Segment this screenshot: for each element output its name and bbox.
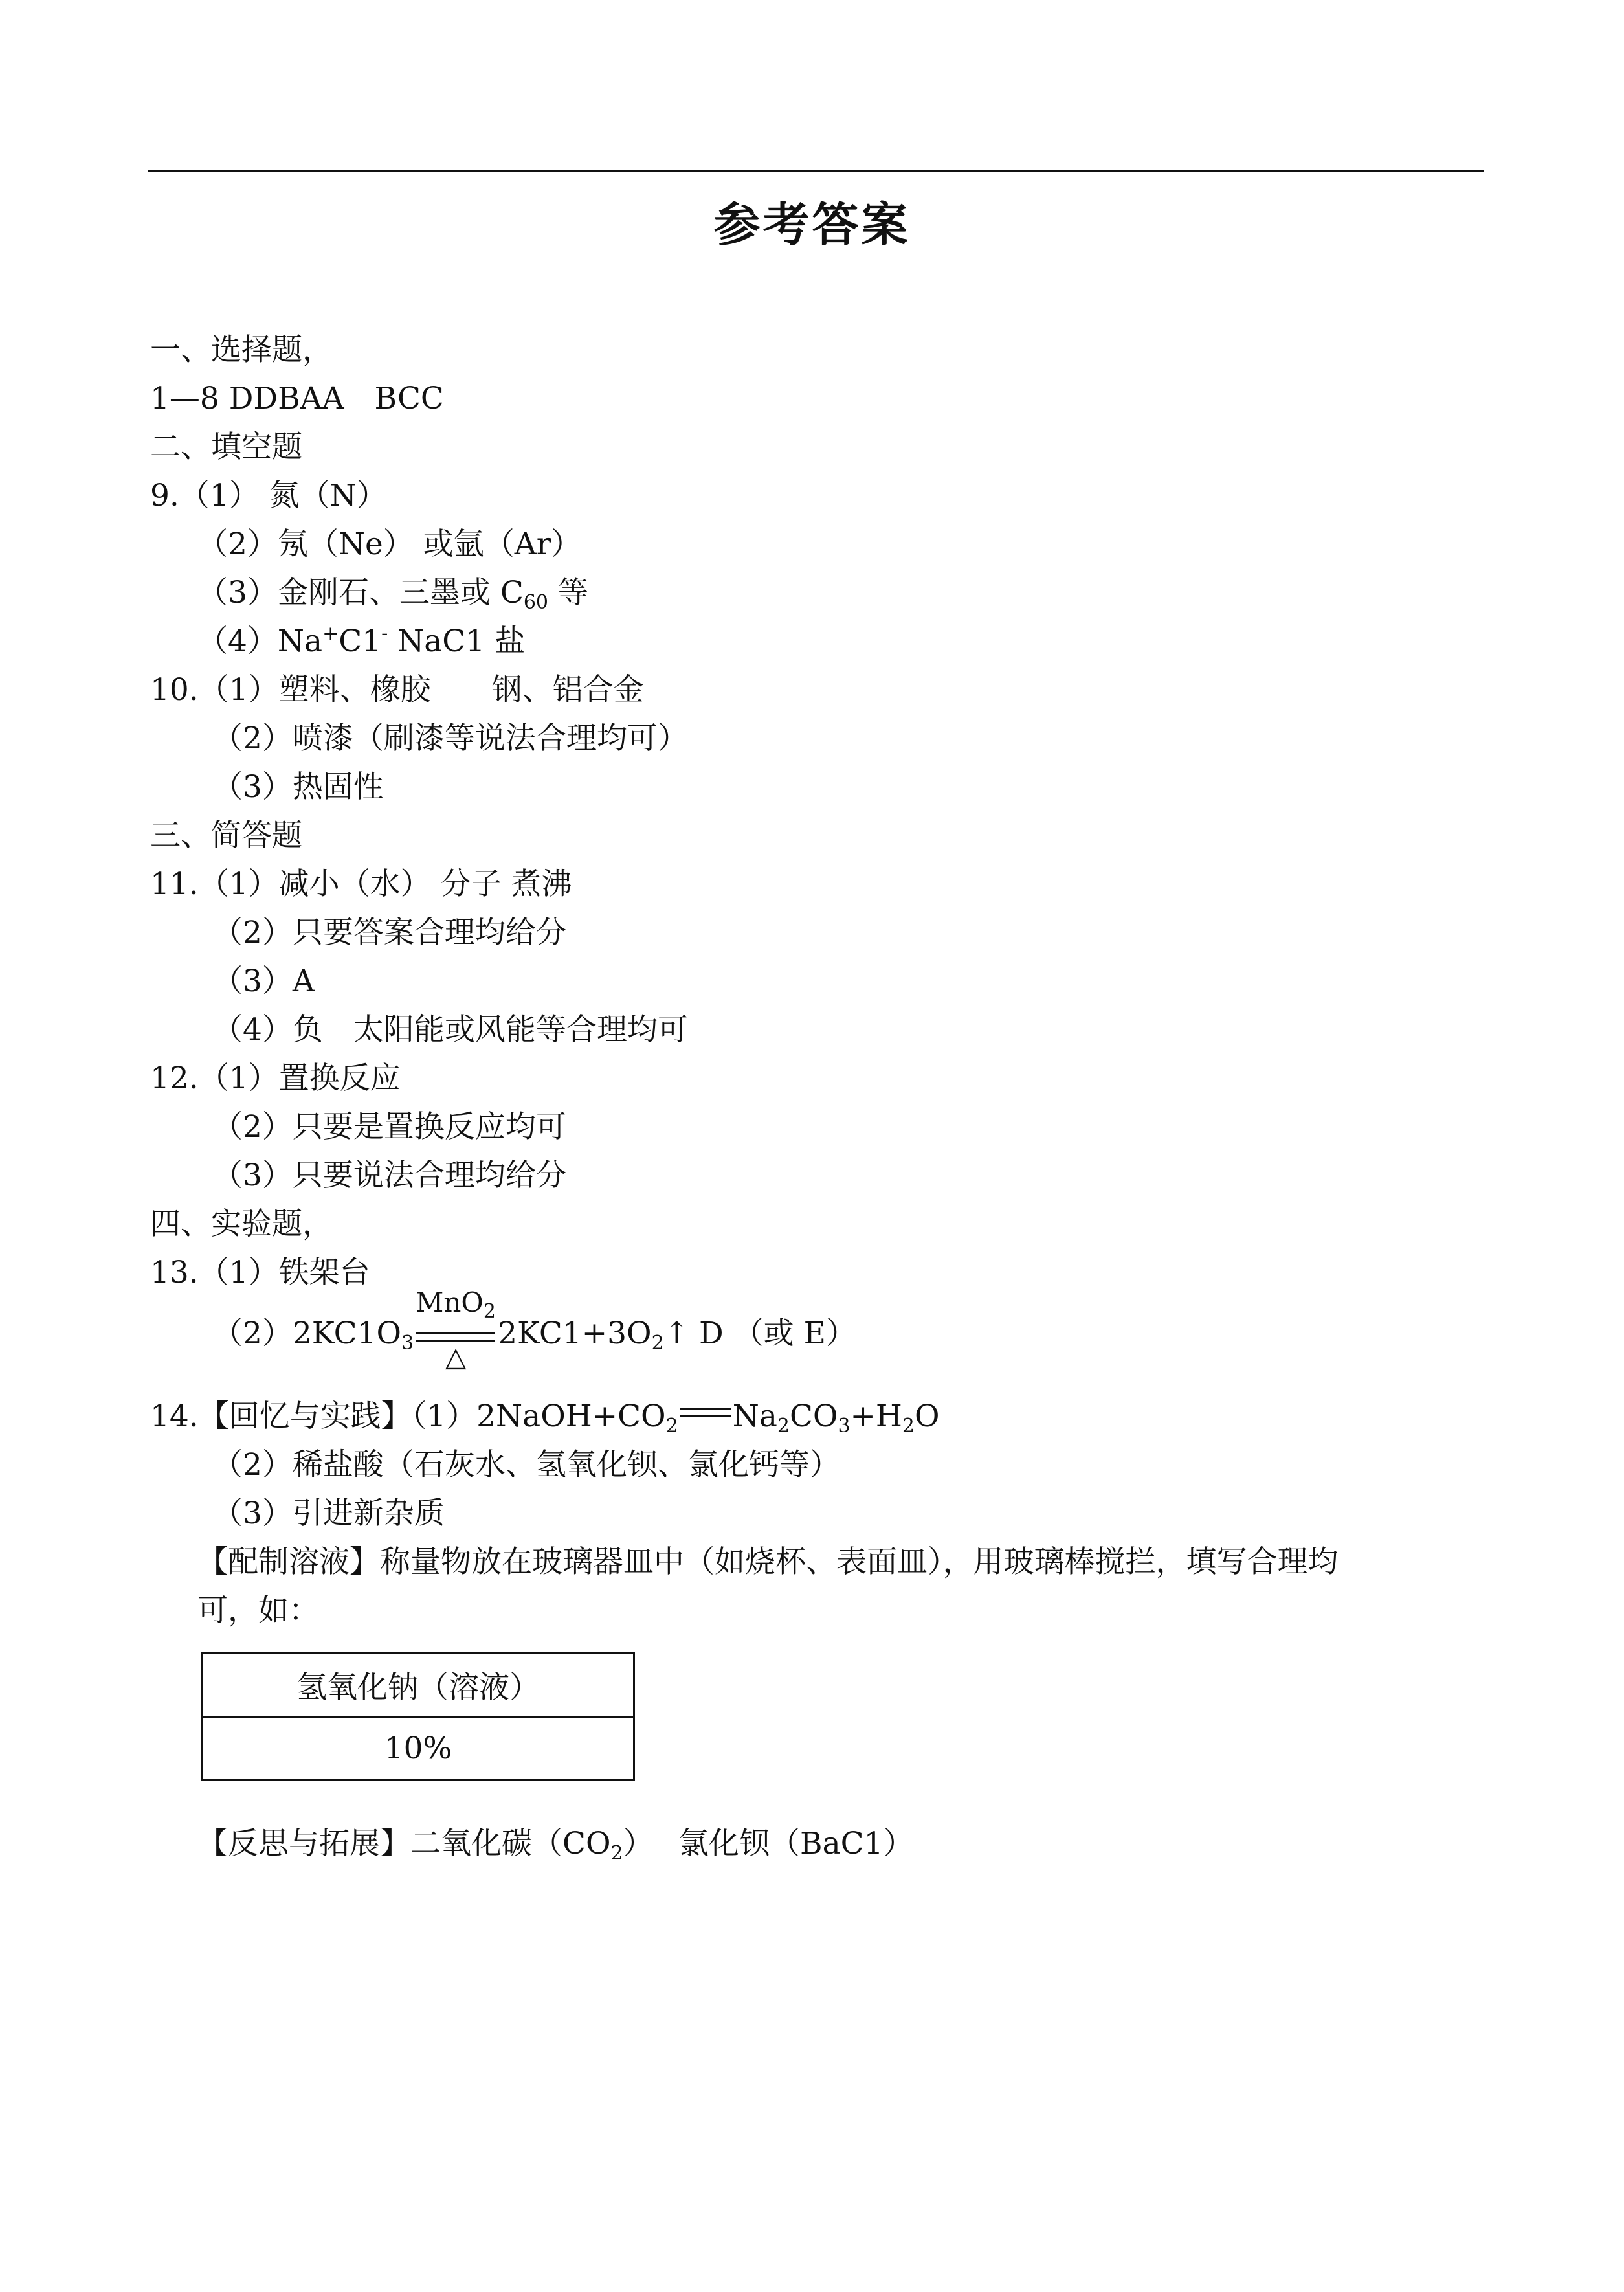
section-1-heading: 一、选择题， (150, 332, 333, 368)
q10-part3: （3）热固性 (212, 769, 384, 805)
q9-part2: （2）氖（Ne） 或氩（Ar） (197, 526, 582, 562)
label-table (201, 1652, 635, 1781)
q9-part3: （3）金刚石、三墨或 $C_{60}$ 等 (197, 575, 588, 614)
q11-part2: （2）只要答案合理均给分 (212, 915, 566, 950)
q11-part4: （4）负 太阳能或风能等合理均可 (212, 1012, 688, 1048)
section-4-heading: 四、实验题， (150, 1206, 333, 1242)
q12-part3: （3）只要说法合理均给分 (212, 1158, 566, 1193)
mcq-answers: 1—8 DDBAA BCC (150, 381, 444, 416)
equals-sign (680, 1408, 731, 1417)
header-rule (148, 170, 1484, 172)
table-cell: 10% (203, 1717, 634, 1781)
table-cell: 氢氧化钠（溶液） (203, 1654, 634, 1717)
table-row (203, 1654, 634, 1717)
reaction-condition: MnO$_2$ △ (416, 1286, 496, 1373)
q12-part2: （2）只要是置换反应均可 (212, 1109, 566, 1145)
page-title: 参考答案 (713, 197, 911, 252)
q9-part4: （4）Na+C1- NaC1 盐 (197, 622, 526, 659)
q13-part1: 13.（1）铁架台 (150, 1255, 370, 1290)
q9-part1: 9.（1） 氮（N） (150, 478, 387, 513)
section-3-heading: 三、简答题 (150, 818, 302, 853)
q14-part1-equation: 14.【回忆与实践】$(1)2NaOH+CO_2$ $Na_2CO_3+H_2O$ (150, 1399, 940, 1437)
q14-part2: （2）稀盐酸（石灰水、氢氧化钡、氯化钙等） (212, 1447, 840, 1483)
q12-part1: 12.（1）置换反应 (150, 1061, 401, 1096)
q11-part3: （3）A (212, 963, 315, 999)
q14-part3: （3）引进新杂质 (212, 1496, 445, 1531)
table-row (203, 1717, 634, 1781)
q10-part1: 10.（1）塑料、橡胶 钢、铝合金 (150, 672, 644, 708)
q14-reflection: 【反思与拓展】二氧化碳$(CO_2)$ 氯化钡（BaC1） (197, 1826, 914, 1865)
q14-solution-prep: 【配制溶液】称量物放在玻璃器皿中（如烧杯、表面皿），用玻璃棒搅拦，填写合理均 (197, 1544, 1339, 1580)
q11-part1: 11.（1）减小（水） 分子 煮沸 (150, 866, 572, 902)
q10-part2: （2）喷漆（刷漆等说法合理均可） (212, 721, 688, 756)
q14-solution-prep-cont: 可，如： (197, 1593, 319, 1628)
q13-part2-equation: $(2)2KC1O_3$ MnO$_2$ △ $2KC1+3O_2↑$ D （或 E） (212, 1286, 856, 1373)
section-2-heading: 二、填空题 (150, 429, 302, 465)
